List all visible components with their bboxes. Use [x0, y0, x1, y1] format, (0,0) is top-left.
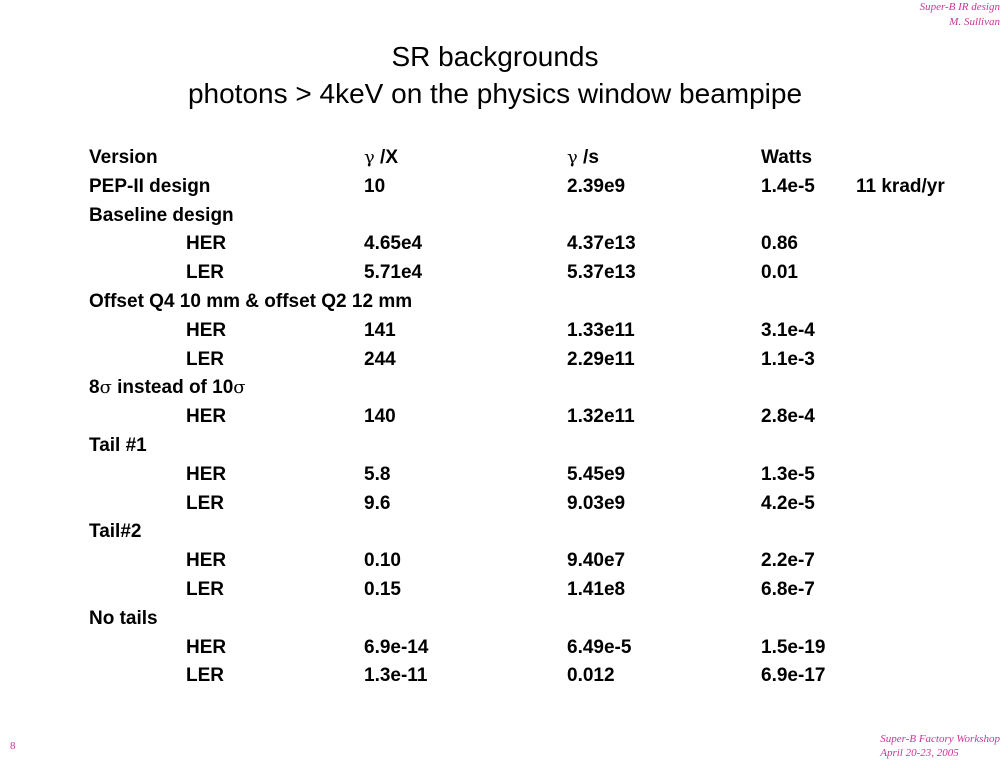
section-label-text: Baseline design — [89, 204, 234, 226]
cell-watts: 0.01 — [761, 262, 798, 284]
cell-watts: 4.2e-5 — [761, 492, 815, 514]
column-header-gs-text: /s — [577, 147, 599, 168]
row-label: PEP-II design — [89, 175, 211, 197]
header-line-2: M. Sullivan — [949, 16, 1000, 28]
row-label: HER — [186, 636, 227, 658]
cell-gamma-per-s: 2.39e9 — [567, 175, 626, 197]
cell-gamma-per-x: 0.10 — [364, 550, 401, 572]
footer-line-2: April 20-23, 2005 — [880, 747, 959, 759]
footer-note — [880, 732, 1000, 760]
cell-gamma-per-x: 140 — [364, 406, 396, 428]
cell-watts: 6.9e-17 — [761, 665, 826, 687]
cell-gamma-per-x: 9.6 — [364, 492, 391, 514]
header-line-1: Super-B IR design — [919, 1, 1000, 13]
column-header-gx-text: /X — [374, 147, 398, 168]
cell-gamma-per-x: 5.71e4 — [364, 262, 423, 284]
cell-gamma-per-x: 5.8 — [364, 463, 391, 485]
cell-gamma-per-s: 0.012 — [567, 665, 615, 687]
sigma-symbol: σ — [233, 377, 246, 399]
slide-title — [0, 38, 990, 112]
title-line-2: photons > 4keV on the physics window beampipe — [187, 78, 803, 109]
cell-gamma-per-s: 4.37e13 — [567, 233, 636, 255]
gamma-symbol: γ — [364, 147, 375, 168]
section-label-text — [89, 374, 246, 403]
sigma-count: 8 — [89, 377, 100, 399]
cell-gamma-per-x: 10 — [364, 175, 386, 197]
cell-gamma-per-x: 0.15 — [364, 578, 401, 600]
row-label: HER — [186, 463, 227, 485]
row-label: HER — [186, 550, 227, 572]
section-label-text: Tail#2 — [89, 521, 142, 543]
row-label: HER — [186, 233, 227, 255]
cell-gamma-per-x: 4.65e4 — [364, 233, 423, 255]
footer-line-1: Super-B Factory Workshop — [880, 733, 1000, 745]
cell-gamma-per-x: 1.3e-11 — [364, 665, 428, 687]
row-label: LER — [186, 492, 224, 514]
column-header-gamma-per-s — [567, 144, 599, 173]
cell-gamma-per-s: 1.32e11 — [567, 406, 635, 428]
cell-watts: 1.4e-5 — [761, 175, 815, 197]
row-label: LER — [186, 262, 224, 284]
column-header-gamma-per-x — [364, 144, 398, 173]
section-label-text: Tail #1 — [89, 434, 147, 456]
row-label: HER — [186, 319, 227, 341]
cell-watts: 3.1e-4 — [761, 319, 815, 341]
cell-gamma-per-s: 1.33e11 — [567, 319, 635, 341]
cell-gamma-per-s: 5.45e9 — [567, 463, 626, 485]
row-label: LER — [186, 348, 224, 370]
cell-watts: 2.8e-4 — [761, 406, 815, 428]
row-label: LER — [186, 578, 224, 600]
cell-gamma-per-x: 244 — [364, 348, 396, 370]
cell-watts: 6.8e-7 — [761, 578, 815, 600]
cell-watts: 1.3e-5 — [761, 463, 815, 485]
sigma-symbol: σ — [99, 377, 112, 399]
cell-gamma-per-s: 2.29e11 — [567, 348, 635, 370]
cell-gamma-per-s: 6.49e-5 — [567, 636, 632, 658]
sigma-text: instead of 10 — [111, 377, 234, 399]
cell-gamma-per-x: 6.9e-14 — [364, 636, 429, 658]
column-header-version: Version — [89, 147, 158, 168]
cell-gamma-per-x: 141 — [364, 319, 396, 341]
cell-gamma-per-s: 9.40e7 — [567, 550, 626, 572]
cell-watts: 0.86 — [761, 233, 798, 255]
cell-gamma-per-s: 1.41e8 — [567, 578, 626, 600]
row-label: LER — [186, 665, 224, 687]
row-label: HER — [186, 406, 227, 428]
section-label-text: No tails — [89, 607, 158, 629]
cell-gamma-per-s: 9.03e9 — [567, 492, 626, 514]
column-header-watts: Watts — [761, 147, 813, 168]
cell-dose: 11 krad/yr — [856, 175, 945, 197]
cell-watts: 2.2e-7 — [761, 550, 815, 572]
section-label-text: Offset Q4 10 mm & offset Q2 12 mm — [89, 290, 413, 312]
gamma-symbol: γ — [567, 147, 578, 168]
title-line-1: SR backgrounds — [391, 41, 599, 72]
cell-gamma-per-s: 5.37e13 — [567, 262, 636, 284]
page-number: 8 — [10, 740, 16, 752]
cell-watts: 1.1e-3 — [761, 348, 815, 370]
cell-watts: 1.5e-19 — [761, 636, 826, 658]
header-note — [920, 0, 1000, 30]
